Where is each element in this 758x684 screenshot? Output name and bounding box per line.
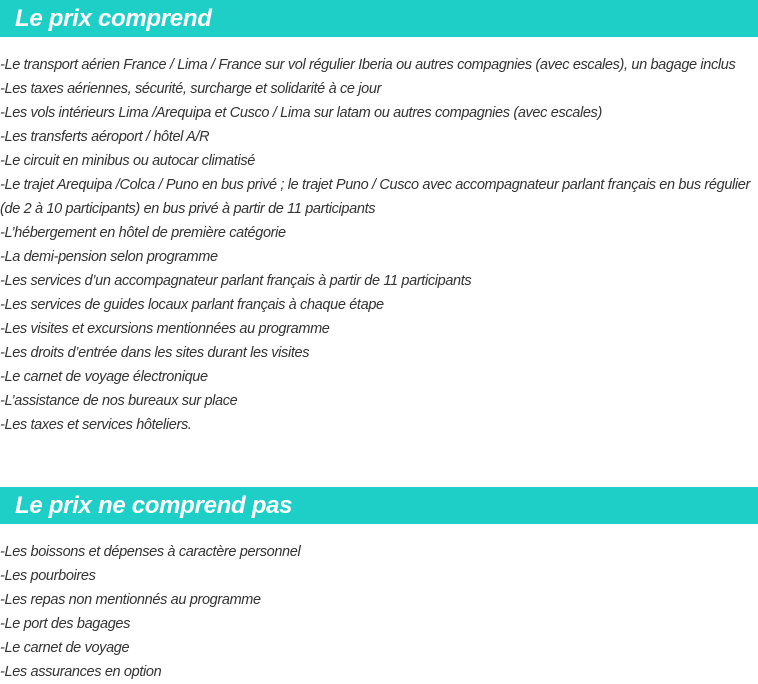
list-item: -Les pourboires — [0, 568, 96, 584]
list-item: -Les services d’un accompagnateur parlant français à partir de 11 participants — [0, 273, 472, 289]
list-item: -Le port des bagages — [0, 616, 131, 632]
list-item: -Les droits d’entrée dans les sites durant les visites — [0, 345, 310, 361]
price-excludes-heading: Le prix ne comprend pas — [0, 487, 758, 524]
list-item: -Les repas non mentionnés au programme — [0, 592, 261, 608]
list-item: -Le circuit en minibus ou autocar climatisé — [0, 153, 255, 169]
list-item: -Les vols intérieurs Lima /Arequipa et Cusco / Lima sur latam ou autres compagnies (avec escales) — [0, 105, 602, 121]
list-item: -Les assurances en option — [0, 664, 162, 680]
list-item: -Les boissons et dépenses à caractère personnel — [0, 544, 301, 560]
price-excludes-list — [0, 540, 758, 684]
list-item: -Le carnet de voyage électronique — [0, 369, 208, 385]
list-item: -Les visites et excursions mentionnées au programme — [0, 321, 330, 337]
price-includes-list — [0, 53, 758, 437]
list-item: -La demi-pension selon programme — [0, 249, 218, 265]
list-item: -Le transport aérien France / Lima / France sur vol régulier Iberia ou autres compagnies (avec escales), un bagage inclus — [0, 57, 736, 73]
list-item: -Les taxes aériennes, sécurité, surcharge et solidarité à ce jour — [0, 81, 382, 97]
price-includes-heading: Le prix comprend — [0, 0, 758, 37]
list-item: -Les services de guides locaux parlant français à chaque étape — [0, 297, 384, 313]
list-item: -Les transferts aéroport / hôtel A/R — [0, 129, 210, 145]
list-item: -Les taxes et services hôteliers. — [0, 417, 192, 433]
list-item: -Le trajet Arequipa /Colca / Puno en bus privé ; le trajet Puno / Cusco avec accompagnateur parlant français en bus régulier (de 2 à 10 participants) en bus privé à partir de 11 participants — [0, 177, 750, 217]
list-item: -L’assistance de nos bureaux sur place — [0, 393, 238, 409]
list-item: -Le carnet de voyage — [0, 640, 130, 656]
list-item: -L’hébergement en hôtel de première catégorie — [0, 225, 286, 241]
